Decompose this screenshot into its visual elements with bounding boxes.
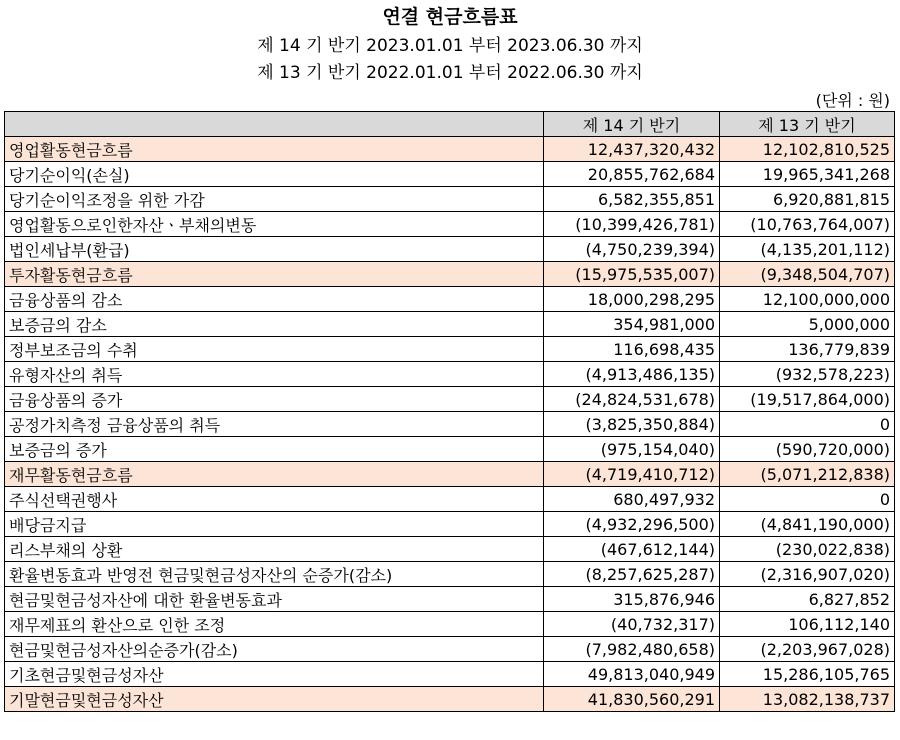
row-current-value: 116,698,435 — [544, 337, 720, 362]
header-label — [5, 112, 544, 137]
header-current: 제 14 기 반기 — [544, 112, 720, 137]
row-prior-value: 136,779,839 — [720, 337, 895, 362]
row-current-value: 49,813,040,949 — [544, 662, 720, 687]
row-current-value: 354,981,000 — [544, 312, 720, 337]
table-row — [5, 537, 895, 562]
table-row — [5, 662, 895, 687]
table-row — [5, 162, 895, 187]
row-prior-value: (10,763,764,007) — [720, 212, 895, 237]
row-prior-value: 19,965,341,268 — [720, 162, 895, 187]
row-current-value: (40,732,317) — [544, 612, 720, 637]
row-current-value: (8,257,625,287) — [544, 562, 720, 587]
table-row-section — [5, 262, 895, 287]
row-prior-value: 6,920,881,815 — [720, 187, 895, 212]
row-current-value: (467,612,144) — [544, 537, 720, 562]
table-row — [5, 437, 895, 462]
table-row-section — [5, 462, 895, 487]
table-row — [5, 587, 895, 612]
row-prior-value: 15,286,105,765 — [720, 662, 895, 687]
row-current-value: (10,399,426,781) — [544, 212, 720, 237]
unit-label: (단위 : 원) — [815, 91, 890, 110]
row-current-value: 41,830,560,291 — [544, 687, 720, 712]
table-row-section — [5, 687, 895, 712]
row-label: 당기순이익조정을 위한 가감 — [5, 187, 544, 212]
row-label: 기초현금및현금성자산 — [5, 662, 544, 687]
row-label: 기말현금및현금성자산 — [5, 687, 544, 712]
row-label: 현금및현금성자산의순증가(감소) — [5, 637, 544, 662]
row-current-value: 680,497,932 — [544, 487, 720, 512]
row-label: 현금및현금성자산에 대한 환율변동효과 — [5, 587, 544, 612]
table-row — [5, 337, 895, 362]
row-current-value: 18,000,298,295 — [544, 287, 720, 312]
table-row — [5, 237, 895, 262]
row-current-value: 20,855,762,684 — [544, 162, 720, 187]
table-row — [5, 562, 895, 587]
row-prior-value: 12,100,000,000 — [720, 287, 895, 312]
cash-flow-table — [4, 111, 895, 712]
table-row — [5, 487, 895, 512]
table-row — [5, 637, 895, 662]
row-label: 배당금지급 — [5, 512, 544, 537]
row-prior-value: (19,517,864,000) — [720, 387, 895, 412]
table-header-row — [5, 112, 895, 137]
page-title: 연결 현금흐름표 — [382, 6, 518, 28]
row-label: 유형자산의 취득 — [5, 362, 544, 387]
row-prior-value: 0 — [720, 412, 895, 437]
row-label: 금융상품의 증가 — [5, 387, 544, 412]
row-label: 영업활동현금흐름 — [5, 137, 544, 162]
row-label: 주식선택권행사 — [5, 487, 544, 512]
row-prior-value: (9,348,504,707) — [720, 262, 895, 287]
row-prior-value: (4,841,190,000) — [720, 512, 895, 537]
row-prior-value: (230,022,838) — [720, 537, 895, 562]
row-current-value: (975,154,040) — [544, 437, 720, 462]
row-label: 리스부채의 상환 — [5, 537, 544, 562]
row-prior-value: 106,112,140 — [720, 612, 895, 637]
table-row-section — [5, 137, 895, 162]
row-label: 투자활동현금흐름 — [5, 262, 544, 287]
row-label: 공정가치측정 금융상품의 취득 — [5, 412, 544, 437]
row-current-value: 315,876,946 — [544, 587, 720, 612]
table-row — [5, 612, 895, 637]
table-row — [5, 512, 895, 537]
period-current: 제 14 기 반기 2023.01.01 부터 2023.06.30 까지 — [257, 36, 643, 56]
table-row — [5, 287, 895, 312]
row-label: 재무제표의 환산으로 인한 조정 — [5, 612, 544, 637]
period-prior: 제 13 기 반기 2022.01.01 부터 2022.06.30 까지 — [257, 63, 643, 83]
table-row — [5, 362, 895, 387]
header-prior: 제 13 기 반기 — [720, 112, 895, 137]
row-prior-value: (2,316,907,020) — [720, 562, 895, 587]
row-current-value: (4,913,486,135) — [544, 362, 720, 387]
row-current-value: (24,824,531,678) — [544, 387, 720, 412]
row-current-value: 12,437,320,432 — [544, 137, 720, 162]
row-label: 영업활동으로인한자산ㆍ부채의변동 — [5, 212, 544, 237]
row-prior-value: 13,082,138,737 — [720, 687, 895, 712]
table-row — [5, 312, 895, 337]
row-label: 환율변동효과 반영전 현금및현금성자산의 순증가(감소) — [5, 562, 544, 587]
row-label: 당기순이익(손실) — [5, 162, 544, 187]
row-label: 금융상품의 감소 — [5, 287, 544, 312]
row-prior-value: (4,135,201,112) — [720, 237, 895, 262]
row-current-value: 6,582,355,851 — [544, 187, 720, 212]
table-row — [5, 412, 895, 437]
row-current-value: (4,932,296,500) — [544, 512, 720, 537]
row-current-value: (3,825,350,884) — [544, 412, 720, 437]
row-prior-value: 12,102,810,525 — [720, 137, 895, 162]
row-current-value: (4,719,410,712) — [544, 462, 720, 487]
row-prior-value: 6,827,852 — [720, 587, 895, 612]
row-label: 법인세납부(환급) — [5, 237, 544, 262]
row-current-value: (7,982,480,658) — [544, 637, 720, 662]
row-label: 보증금의 증가 — [5, 437, 544, 462]
row-prior-value: 0 — [720, 487, 895, 512]
row-label: 정부보조금의 수취 — [5, 337, 544, 362]
table-row — [5, 187, 895, 212]
row-prior-value: (2,203,967,028) — [720, 637, 895, 662]
row-current-value: (4,750,239,394) — [544, 237, 720, 262]
row-label: 재무활동현금흐름 — [5, 462, 544, 487]
row-label: 보증금의 감소 — [5, 312, 544, 337]
row-current-value: (15,975,535,007) — [544, 262, 720, 287]
row-prior-value: 5,000,000 — [720, 312, 895, 337]
row-prior-value: (932,578,223) — [720, 362, 895, 387]
row-prior-value: (590,720,000) — [720, 437, 895, 462]
row-prior-value: (5,071,212,838) — [720, 462, 895, 487]
table-row — [5, 387, 895, 412]
table-row — [5, 212, 895, 237]
